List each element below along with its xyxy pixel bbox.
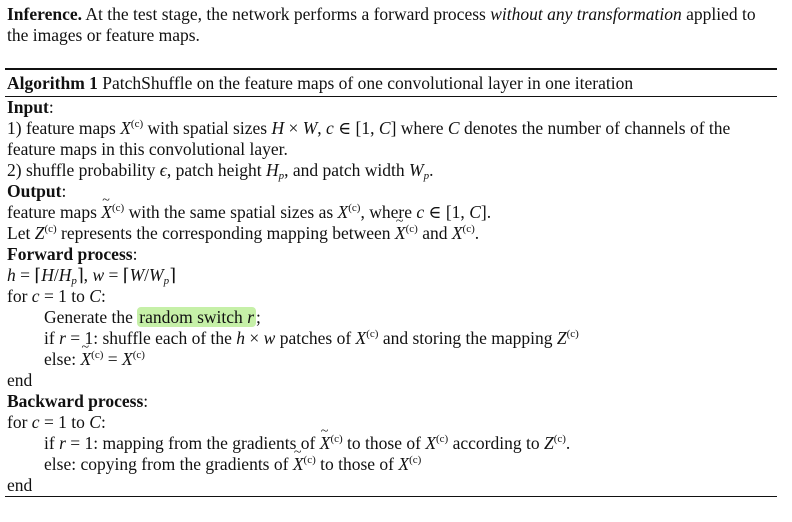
- forward-hw-line: $h = ⌈H/H_p⌉$, $w = ⌈W/W_p⌉$: [7, 265, 176, 287]
- algorithm-box: [5, 68, 777, 497]
- backward-if-line: if r = 1: mapping from the gradients of ~ $X^{(c)}$ to those of $X^{(c)}$ according to $Z^{(c)}$.: [7, 433, 777, 454]
- algorithm-title: PatchShuffle on the feature maps of one convolutional layer in one iteration: [97, 73, 634, 93]
- input-line-1: 1) feature maps $X^{(c)}$ with spatial sizes H × W, c ∈ [1, C] where C denotes the number of channels of the feature maps in this convolutional layer.: [7, 118, 731, 159]
- forward-heading: Forward process: [7, 244, 133, 264]
- forward-generate-line: Generate the random switch r ;: [44, 307, 261, 327]
- backward-heading: Backward process: [7, 391, 144, 411]
- random-switch-highlight: random switch r: [139, 307, 254, 327]
- inference-emphasis: without any transformation: [490, 4, 682, 24]
- algorithm-bottom-rule: [5, 496, 777, 497]
- algorithm-body: Input: 1) feature maps $X^{(c)}$ with spatial sizes H × W, c ∈ [1, C] where C denotes the number of channels of the feature maps in this convolutional layer. 2) shuffle probability ϵ, patch height $H_p$, and patch width $W_p$. Output: feature maps ~ $X^{(c)}$ with the same spatial sizes as $X^{(c)}$, where c ∈ [1, C]. Let $Z^{(c)}$ represents the corresponding mapping between ~ $X^{(c)}$ and $X^{(c)}$. Forward process: $h = ⌈H/H_p⌉$, $w = ⌈W/W_p⌉$ for c = 1 to C: Generate the random switch r ; if r = 1: shuffle each of the h × w patches of $X^{(c)}$ and storing the mapping $Z^{(c)}$ else: ~ $X^{(c)} = X^{(c)}$ end Backward process: for c = 1 to C: if r = 1: mapping from the gradients of ~ $X^{(c)}$ to those of $X^{(c)}$ according to $Z^{(c)}$. else: copying from the gradients of ~ $X^{(c)}$ to those of $X^{(c)}$ end: [5, 97, 777, 496]
- backward-else-line: else: copying from the gradients of ~ $X^{(c)}$ to those of $X^{(c)}$: [7, 454, 777, 475]
- end-1: end: [7, 370, 33, 390]
- inference-text1: At the test stage, the network performs a forward process: [82, 4, 491, 24]
- output-line-2: Let $Z^{(c)}$ represents the corresponding mapping between ~ $X^{(c)}$ and $X^{(c)}$.: [7, 223, 777, 244]
- forward-if-line: if r = 1: shuffle each of the h × w patches of $X^{(c)}$ and storing the mapping $Z^{(c)}$: [44, 328, 579, 348]
- end-2: end: [7, 475, 33, 495]
- forward-else-line: else: ~ $X^{(c)} = X^{(c)}$: [7, 349, 777, 370]
- algorithm-caption: [5, 70, 777, 96]
- output-line-1: feature maps ~ $X^{(c)}$ with the same spatial sizes as $X^{(c)}$, where c ∈ [1, C].: [7, 202, 777, 223]
- algorithm-label: Algorithm 1: [7, 73, 98, 93]
- inference-text2: applied to the images or feature maps.: [7, 4, 756, 45]
- output-heading: Output: [7, 181, 62, 201]
- inference-paragraph: [7, 4, 777, 46]
- inference-lead: Inference.: [7, 4, 82, 24]
- input-heading: Input: [7, 97, 49, 117]
- forward-for-line: for c = 1 to C:: [7, 286, 106, 306]
- input-line-2: 2) shuffle probability ϵ, patch height $H_p$, and patch width $W_p$.: [7, 160, 434, 182]
- backward-for-line: for c = 1 to C:: [7, 412, 106, 432]
